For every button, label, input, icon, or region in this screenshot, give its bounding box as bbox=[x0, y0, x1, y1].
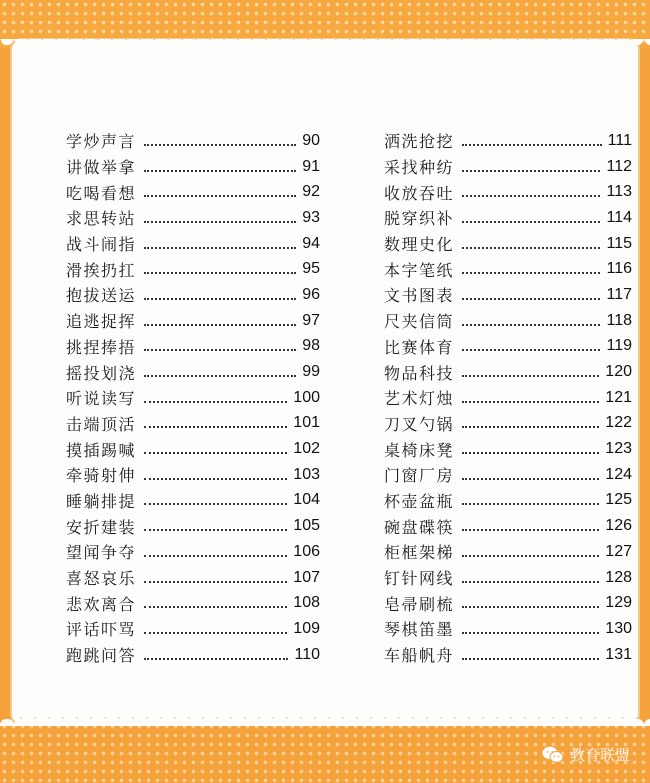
toc-entry bbox=[384, 308, 632, 334]
dot-leader bbox=[144, 399, 287, 403]
toc-entry-title: 车船帆舟 bbox=[384, 646, 455, 666]
toc-entry bbox=[66, 334, 320, 360]
toc-entry-title: 本字笔纸 bbox=[384, 260, 455, 280]
toc-entry-page: 129 bbox=[605, 594, 632, 612]
toc-entry-page: 116 bbox=[606, 260, 632, 278]
toc-entry-page: 106 bbox=[293, 542, 320, 560]
toc-entry bbox=[384, 642, 632, 668]
wechat-icon bbox=[542, 746, 564, 764]
toc-entry-title: 摇投划浇 bbox=[66, 363, 137, 383]
dot-leader bbox=[144, 245, 296, 249]
toc-entry-page: 113 bbox=[606, 183, 632, 201]
toc-entry bbox=[66, 308, 320, 334]
toc-entry-page: 102 bbox=[293, 440, 320, 458]
dot-leader bbox=[144, 424, 287, 428]
toc-entry-title: 杯壶盆瓶 bbox=[384, 491, 455, 511]
dot-leader bbox=[144, 270, 296, 274]
toc-entry-title: 学炒声言 bbox=[66, 132, 137, 152]
dot-leader bbox=[462, 476, 599, 480]
dot-leader bbox=[144, 527, 287, 531]
dot-leader bbox=[462, 270, 600, 274]
toc-entry-title: 桌椅床凳 bbox=[384, 440, 455, 460]
toc-entry-page: 117 bbox=[606, 285, 632, 303]
toc-column-right bbox=[384, 128, 632, 667]
toc-entry-page: 105 bbox=[293, 517, 320, 535]
dot-leader bbox=[462, 219, 600, 223]
dot-leader bbox=[144, 219, 296, 223]
toc-entry-page: 115 bbox=[606, 234, 632, 252]
dot-leader bbox=[462, 604, 599, 608]
toc-entry-title: 采找种纺 bbox=[384, 158, 455, 178]
toc-entry-title: 滑挨扔扛 bbox=[66, 260, 137, 280]
watermark bbox=[542, 744, 630, 765]
toc-entry-page: 119 bbox=[606, 337, 632, 355]
toc-entry-page: 107 bbox=[293, 568, 320, 586]
toc-entry-title: 数理史化 bbox=[384, 235, 455, 255]
toc-entry-page: 97 bbox=[302, 311, 320, 329]
dot-leader bbox=[462, 193, 600, 197]
toc-entry bbox=[66, 128, 320, 154]
toc-entry-title: 评话吓骂 bbox=[66, 620, 137, 640]
dot-leader bbox=[144, 656, 288, 660]
toc-entry bbox=[384, 205, 632, 231]
dot-leader bbox=[462, 630, 599, 634]
dot-leader bbox=[462, 322, 600, 326]
toc-entry bbox=[384, 565, 632, 591]
toc-entry-title: 安折建装 bbox=[66, 517, 137, 537]
dot-leader bbox=[462, 296, 600, 300]
toc-entry-title: 琴棋笛墨 bbox=[384, 620, 455, 640]
toc-entry-page: 109 bbox=[293, 619, 320, 637]
toc-entry bbox=[384, 590, 632, 616]
toc-entry bbox=[66, 385, 320, 411]
toc-entry-title: 皂帚刷梳 bbox=[384, 594, 455, 614]
toc-entry-page: 101 bbox=[293, 414, 320, 432]
toc-entry-title: 听说读写 bbox=[66, 389, 137, 409]
toc-entry-title: 物品科技 bbox=[384, 363, 455, 383]
toc-entry bbox=[66, 488, 320, 514]
toc-entry-page: 96 bbox=[302, 285, 320, 303]
toc-entry-title: 洒洗抢挖 bbox=[384, 132, 455, 152]
toc-entry-page: 92 bbox=[302, 183, 320, 201]
toc-entry bbox=[66, 205, 320, 231]
toc-entry bbox=[384, 488, 632, 514]
dot-leader bbox=[462, 579, 599, 583]
dot-leader bbox=[144, 322, 296, 326]
toc-entry bbox=[384, 256, 632, 282]
toc-column-left bbox=[66, 128, 320, 667]
toc-entry-page: 93 bbox=[302, 208, 320, 226]
toc-entry-title: 讲做举拿 bbox=[66, 158, 137, 178]
toc-entry-page: 100 bbox=[293, 388, 320, 406]
toc-entry-page: 98 bbox=[302, 337, 320, 355]
toc-entry bbox=[384, 385, 632, 411]
toc-entry bbox=[384, 513, 632, 539]
toc-entry-page: 123 bbox=[605, 440, 632, 458]
toc-entry bbox=[66, 154, 320, 180]
toc-entry-title: 牵骑射伸 bbox=[66, 466, 137, 486]
dot-leader bbox=[462, 424, 599, 428]
toc-entry-page: 125 bbox=[605, 491, 632, 509]
toc-entry bbox=[384, 282, 632, 308]
toc-entry-page: 99 bbox=[302, 363, 320, 381]
toc-entry-page: 103 bbox=[293, 465, 320, 483]
dot-leader bbox=[462, 501, 599, 505]
toc-entry-page: 91 bbox=[302, 157, 320, 175]
toc-entry-title: 碗盘碟筷 bbox=[384, 517, 455, 537]
toc-entry-page: 114 bbox=[606, 208, 632, 226]
toc-entry-page: 122 bbox=[605, 414, 632, 432]
dot-leader bbox=[144, 193, 296, 197]
dot-leader bbox=[462, 399, 599, 403]
toc-entry-title: 吃喝看想 bbox=[66, 183, 137, 203]
toc-entry-title: 比赛体育 bbox=[384, 337, 455, 357]
dot-leader bbox=[144, 501, 287, 505]
dot-leader bbox=[144, 347, 296, 351]
toc-entry-title: 击端顶活 bbox=[66, 414, 137, 434]
toc-entry-title: 刀叉勺锅 bbox=[384, 414, 455, 434]
dot-leader bbox=[462, 347, 600, 351]
toc-entry-title: 钉针网线 bbox=[384, 569, 455, 589]
toc-entry-title: 门窗厂房 bbox=[384, 466, 455, 486]
toc-entry-title: 脱穿织补 bbox=[384, 209, 455, 229]
toc-entry-page: 121 bbox=[605, 388, 632, 406]
toc-entry-title: 望闻争夺 bbox=[66, 543, 137, 563]
toc-entry-page: 94 bbox=[302, 234, 320, 252]
toc-entry-page: 127 bbox=[605, 542, 632, 560]
toc-entry bbox=[66, 256, 320, 282]
dot-leader bbox=[144, 604, 287, 608]
toc-entry bbox=[384, 411, 632, 437]
toc-entry-title: 摸插踢喊 bbox=[66, 440, 137, 460]
toc-entry-title: 追逃捉挥 bbox=[66, 312, 137, 332]
dot-leader bbox=[144, 630, 287, 634]
dot-leader bbox=[144, 373, 296, 377]
toc-entry-page: 110 bbox=[294, 645, 320, 663]
toc-entry bbox=[66, 513, 320, 539]
toc-entry-page: 118 bbox=[606, 311, 632, 329]
toc-entry-title: 跑跳问答 bbox=[66, 646, 137, 666]
toc-entry bbox=[66, 359, 320, 385]
toc-entry bbox=[66, 642, 320, 668]
toc-entry bbox=[66, 179, 320, 205]
toc-entry-page: 131 bbox=[605, 645, 632, 663]
toc-entry-title: 求思转站 bbox=[66, 209, 137, 229]
toc-entry-page: 120 bbox=[605, 363, 632, 381]
toc-entry-title: 文书图表 bbox=[384, 286, 455, 306]
toc-entry bbox=[384, 179, 632, 205]
dot-leader bbox=[144, 450, 287, 454]
lace-border-bottom bbox=[0, 708, 650, 726]
dot-leader bbox=[144, 168, 296, 172]
toc-entry-title: 喜怒哀乐 bbox=[66, 569, 137, 589]
toc-entry-page: 90 bbox=[302, 131, 320, 149]
dot-leader bbox=[462, 142, 602, 146]
toc-entry bbox=[66, 616, 320, 642]
toc-entry-title: 收放吞吐 bbox=[384, 183, 455, 203]
dot-leader bbox=[144, 476, 287, 480]
toc-entry bbox=[384, 616, 632, 642]
dot-leader bbox=[462, 450, 599, 454]
dot-leader bbox=[462, 553, 599, 557]
toc-entry bbox=[66, 231, 320, 257]
toc-entry bbox=[66, 436, 320, 462]
toc-entry bbox=[384, 154, 632, 180]
toc-entry-title: 柜框架梯 bbox=[384, 543, 455, 563]
toc-entry-page: 128 bbox=[605, 568, 632, 586]
toc-entry bbox=[66, 462, 320, 488]
toc-entry-title: 睡躺排提 bbox=[66, 491, 137, 511]
toc-entry bbox=[384, 359, 632, 385]
toc-entry-title: 战斗闹指 bbox=[66, 235, 137, 255]
dot-leader bbox=[144, 579, 287, 583]
toc-entry-page: 95 bbox=[302, 260, 320, 278]
toc-entry-page: 124 bbox=[605, 465, 632, 483]
toc-entry bbox=[66, 565, 320, 591]
toc-entry bbox=[66, 539, 320, 565]
toc-entry-title: 悲欢离合 bbox=[66, 594, 137, 614]
dot-leader bbox=[144, 553, 287, 557]
toc-entry-page: 108 bbox=[293, 594, 320, 612]
toc-entry bbox=[384, 128, 632, 154]
toc-entry-page: 104 bbox=[293, 491, 320, 509]
toc-entry bbox=[384, 462, 632, 488]
toc-entry-title: 抱拔送运 bbox=[66, 286, 137, 306]
dot-leader bbox=[462, 245, 600, 249]
dot-leader bbox=[462, 656, 599, 660]
toc-entry-title: 尺夹信筒 bbox=[384, 312, 455, 332]
toc-entry bbox=[384, 231, 632, 257]
dot-leader bbox=[144, 142, 296, 146]
dot-leader bbox=[462, 373, 599, 377]
dot-leader bbox=[144, 296, 296, 300]
lace-border-top bbox=[0, 39, 650, 53]
toc-entry-page: 130 bbox=[605, 619, 632, 637]
watermark-text: 教育联盟 bbox=[569, 746, 630, 764]
dot-leader bbox=[462, 527, 599, 531]
toc-entry-title: 挑捏捧捂 bbox=[66, 337, 137, 357]
toc-entry bbox=[66, 282, 320, 308]
toc-entry-title: 艺术灯烛 bbox=[384, 389, 455, 409]
toc-entry-page: 112 bbox=[606, 157, 632, 175]
toc-entry bbox=[384, 334, 632, 360]
toc-entry-page: 111 bbox=[607, 131, 632, 149]
toc-entry-page: 126 bbox=[605, 517, 632, 535]
toc-entry bbox=[66, 411, 320, 437]
toc-entry bbox=[66, 590, 320, 616]
toc-entry bbox=[384, 539, 632, 565]
toc-entry bbox=[384, 436, 632, 462]
dot-leader bbox=[462, 168, 600, 172]
